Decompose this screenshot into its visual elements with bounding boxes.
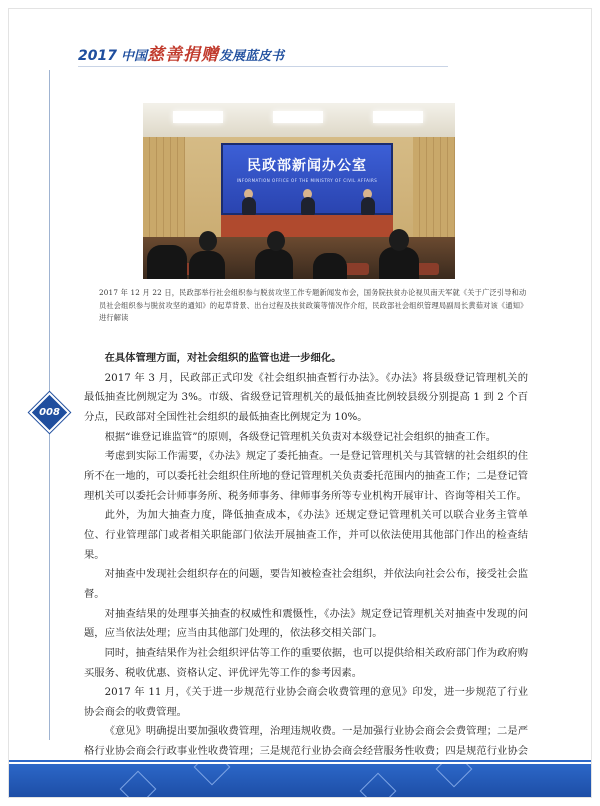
header-year: 2017: [78, 48, 117, 64]
footer-diamond: [194, 764, 231, 785]
paragraph: 考虑到实际工作需要，《办法》规定了委托抽查。一是登记管理机关与其管辖的社会组织的住所不在一地的，可以委托社会组织住所地的登记管理机关负责委托范围内的抽查工作；二是登记管理机关可以委托会计师事务所、税务师事务、律师事务所等专业机构开展审计、咨询等相关工作。: [84, 450, 528, 502]
speaker: [301, 197, 315, 215]
paragraph: 对抽查中发现社会组织存在的问题，要告知被检查社会组织，并依法向社会公布，接受社会监督。: [84, 568, 528, 600]
paragraph: 根据“谁登记谁监管”的原则，各级登记管理机关负责对本级登记社会组织的抽查工作。: [104, 430, 497, 443]
header-rule: [78, 66, 448, 67]
speaker: [361, 197, 375, 215]
ceiling-light: [273, 111, 323, 123]
paragraph: 在具体管理方面，对社会组织的监管也进一步细化。: [104, 352, 342, 364]
audience-member: [147, 245, 187, 279]
footer-line: [9, 760, 591, 762]
audience-member: [313, 253, 347, 279]
audience-member: [189, 251, 225, 279]
wall-panel: [413, 137, 455, 247]
footer-band: [9, 764, 591, 797]
article-body: [84, 349, 528, 781]
press-conference-photo: [143, 103, 455, 279]
audience-member: [379, 247, 419, 279]
footer-diamond: [120, 771, 157, 797]
audience-member: [255, 249, 293, 279]
header-highlight: 慈善捐赠: [146, 45, 219, 65]
book-header: [78, 40, 284, 64]
audience-head: [199, 231, 217, 251]
footer-diamond: [436, 764, 473, 787]
paragraph: 对抽查结果的处理事关抽查的权威性和震慑性，《办法》规定登记管理机关对抽查中发现的问题，应当依法处理；应当由其他部门处理的，依法移交相关部门。: [84, 607, 528, 640]
paragraph: 2017 年 3 月，民政部正式印发《社会组织抽查暂行办法》。《办法》将县级登记管理机关的最低抽查比例规定为 3%。市级、省级登记管理机关的最低抽查比例较县级分别提高 1 到 2 个百分点，民政部对全国性社会组织的最低抽查比例规定为 10%。: [84, 371, 528, 423]
photo-caption: 2017 年 12 月 22 日，民政部举行社会组织参与脱贫攻坚工作专题新闻发布会，国务院扶贫办论视贝南天军就《关于广泛引导和动员社会组织参与脱贫攻坚的通知》的起草背景、出台过程及扶贫政策等情况作介绍，民政部社会组织管理局副局长黄茹对该《通知》进行解读: [99, 288, 528, 323]
photo-ceiling: [143, 103, 455, 137]
screen-subtitle: INFORMATION OFFICE OF THE MINISTRY OF CIVIL AFFAIRS: [236, 178, 378, 183]
paragraph: 此外，为加大抽查力度，降低抽查成本，《办法》还规定登记管理机关可以联合业务主管单位、行业管理部门或者相关职能部门依法开展抽查工作，并可以依法使用其他部门作出的检查结果。: [84, 509, 528, 561]
header-suffix: 发展蓝皮书: [218, 49, 284, 64]
footer-diamond: [360, 773, 397, 797]
audience-head: [389, 229, 409, 251]
ceiling-light: [373, 111, 423, 123]
paragraph: 《意见》明确提出要加强收费管理，治理违规收费。一是加强行业协会商会会费管理；二是严格行业协会商会行政事业性收费管理；三是规范行业协会商会经营服务性收费；四是规范行业协会: [84, 725, 528, 758]
ceiling-light: [173, 111, 223, 123]
speaker: [242, 197, 256, 215]
header-prefix: 中国: [120, 49, 147, 64]
page-number: 008: [39, 407, 60, 418]
screen-title: 民政部新闻办公室: [247, 158, 367, 174]
dais-table: [221, 215, 393, 237]
audience-head: [267, 231, 285, 251]
paragraph: 同时，抽查结果作为社会组织评估等工作的重要依据，也可以提供给相关政府部门作为政府购买服务、税收优惠、资格认定、评优评先等工作的参考因素。: [84, 646, 528, 679]
paragraph: 2017 年 11 月，《关于进一步规范行业协会商会收费管理的意见》印发，进一步规范了行业协会商会的收费管理。: [84, 686, 528, 718]
wall-panel: [143, 137, 185, 247]
